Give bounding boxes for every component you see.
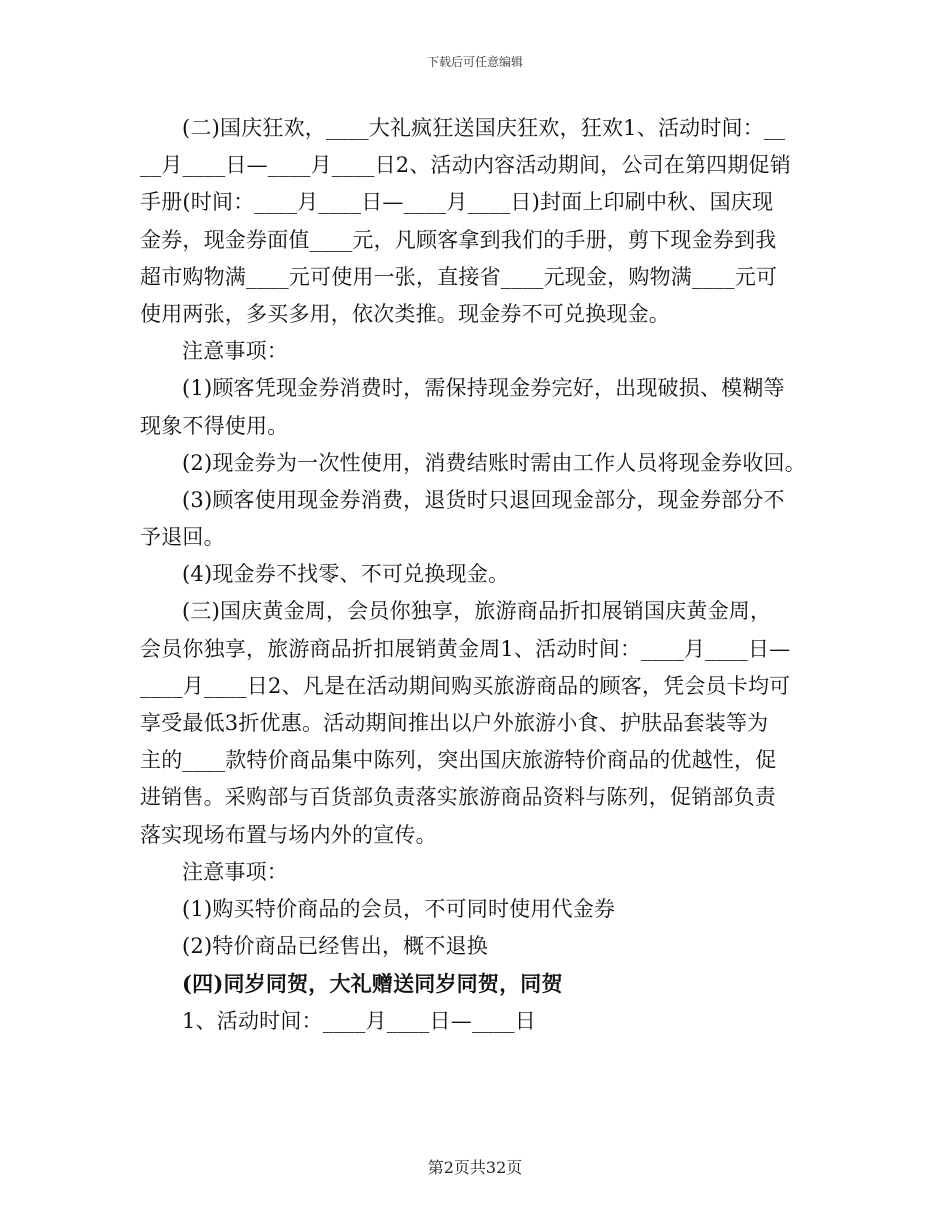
page-footer: 第2页共32页 [427, 1158, 523, 1177]
text-line: 会员你独享，旅游商品折扣展销黄金周1、活动时间：____月____日— [140, 636, 791, 661]
paragraph [140, 482, 820, 556]
text-line: (4)现金券不找零、不可兑换现金。 [182, 562, 510, 587]
text-line: (2)现金券为一次性使用，消费结账时需由工作人员将现金券收回。 [182, 450, 806, 475]
text-line: 落实现场布置与场内外的宣传。 [140, 822, 437, 847]
text-line: 手册(时间：____月____日—____月____日)封面上印刷中秋、国庆现 [140, 190, 774, 215]
paragraph [140, 370, 820, 444]
text-line: 使用两张，多买多用，依次类推。现金券不可兑换现金。 [140, 301, 670, 326]
text-line: 主的____款特价商品集中陈列，突出国庆旅游特价商品的优越性，促 [140, 748, 777, 773]
text-line: (三)国庆黄金周，会员你独享，旅游商品折扣展销国庆黄金周， [182, 599, 772, 624]
text-line: 注意事项： [182, 859, 288, 884]
text-line: 予退回。 [140, 525, 225, 550]
paragraph [140, 556, 820, 593]
text-line: (3)顾客使用现金券消费，退货时只退回现金部分，现金券部分不 [182, 487, 785, 512]
text-line: ____月____日2、凡是在活动期间购买旅游商品的顾客，凭会员卡均可 [140, 673, 791, 698]
text-line: 现象不得使用。 [140, 413, 289, 438]
page-header: 下载后可任意编辑 [426, 55, 523, 69]
document-body [140, 110, 820, 1040]
text-line: (2)特价商品已经售出，概不退换 [182, 934, 488, 959]
text-line: 享受最低3折优惠。活动期间推出以户外旅游小食、护肤品套装等为 [140, 711, 769, 735]
text-line: 进销售。采购部与百货部负责落实旅游商品资料与陈列，促销部负责 [140, 785, 776, 810]
text-line: (1)顾客凭现金券消费时，需保持现金券完好，出现破损、模糊等 [182, 376, 785, 401]
paragraph [140, 928, 820, 965]
text-line: 金券，现金券面值____元，凡顾客拿到我们的手册，剪下现金券到我 [140, 227, 777, 252]
text-line: 超市购物满____元可使用一张，直接省____元现金，购物满____元可 [140, 264, 778, 289]
paragraph [140, 445, 820, 482]
text-line: (四)同岁同贺，大礼赠送同岁同贺，同贺 [182, 971, 563, 997]
text-line: __月____日—____月____日2、活动内容活动期间，公司在第四期促销 [140, 153, 791, 178]
paragraph [140, 965, 820, 1002]
text-line: (二)国庆狂欢，____大礼疯狂送国庆狂欢，狂欢1、活动时间：__ [182, 116, 786, 140]
paragraph [140, 110, 820, 333]
paragraph [140, 891, 820, 928]
text-line: 1、活动时间：____月____日—____日 [182, 1008, 536, 1033]
paragraph [140, 854, 820, 891]
text-line: 注意事项： [182, 339, 288, 364]
paragraph [140, 1003, 820, 1040]
paragraph [140, 333, 820, 370]
paragraph [140, 593, 820, 853]
text-line: (1)购买特价商品的会员，不可同时使用代金券 [182, 896, 616, 921]
